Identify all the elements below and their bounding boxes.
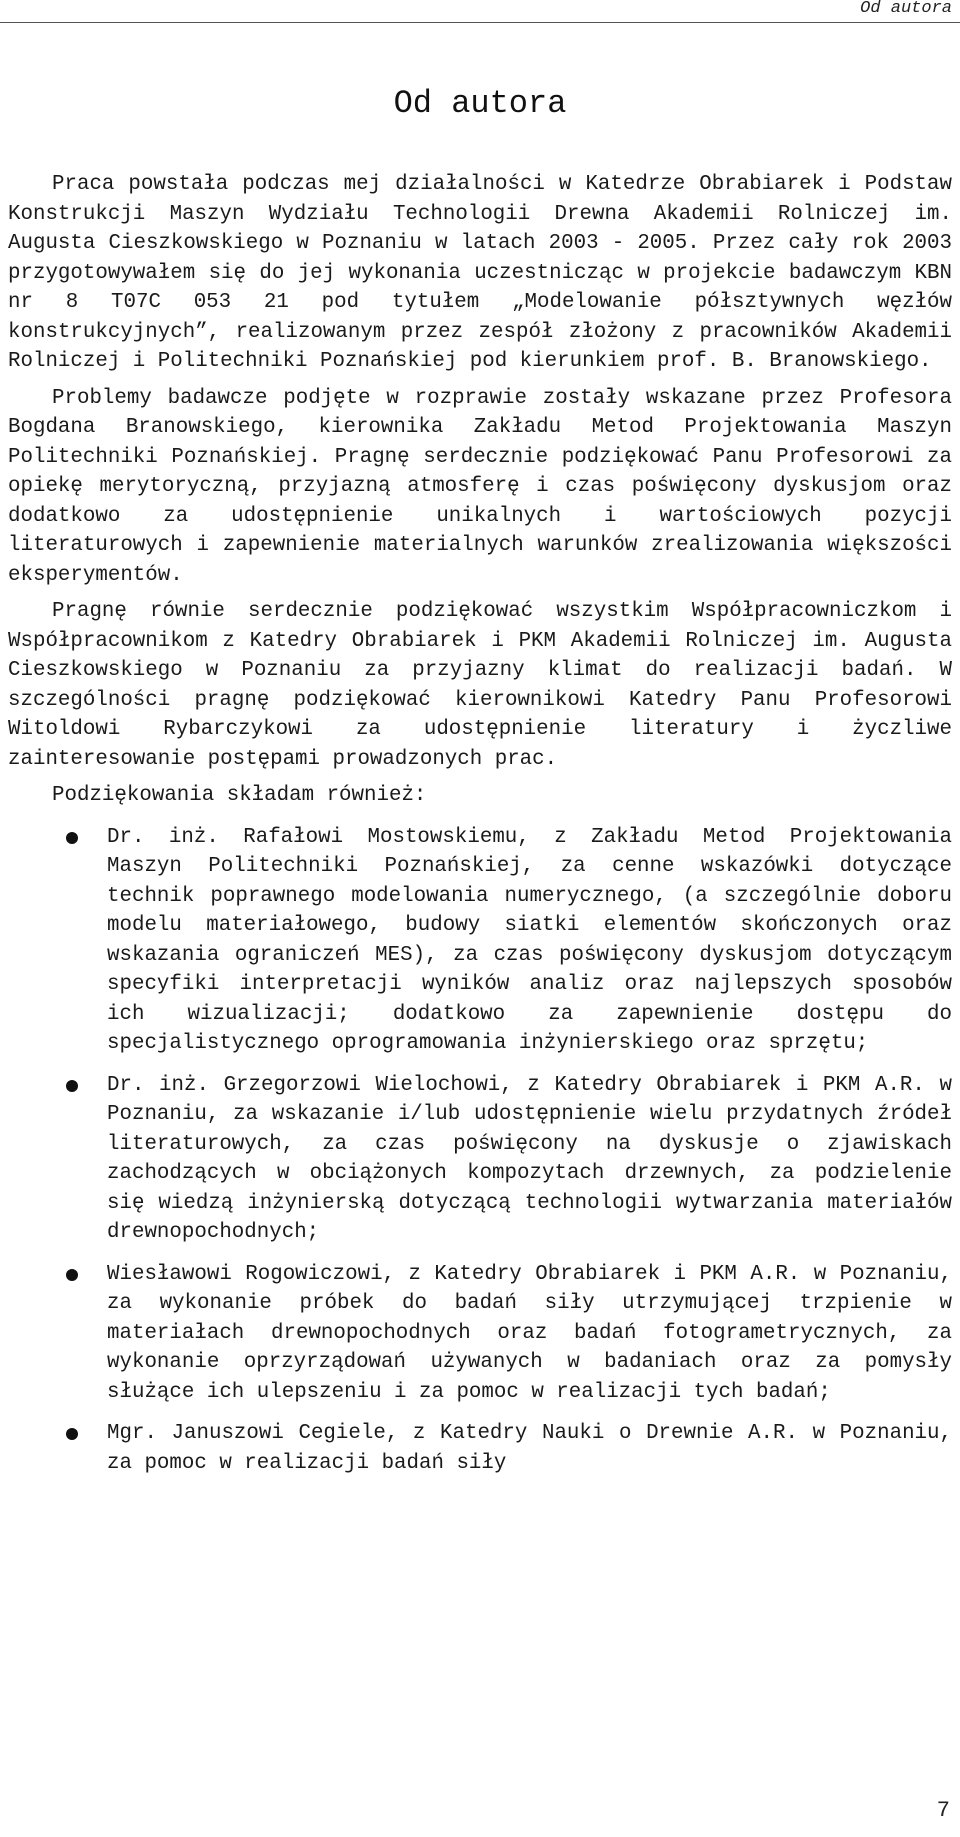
list-item-text: Mgr. Januszowi Cegiele, z Katedry Nauki o Drewnie A.R. w Poznaniu, za pomoc w realizacji badań siły [107,1422,952,1475]
list-item [8,823,952,1059]
paragraph: Pragnę równie serdecznie podziękować wszystkim Współpracowniczkom i Współpracownikom z Katedry Obrabiarek i PKM Akademii Rolniczej im. Augusta Cieszkowskiego w Poznaniu za przyjazny klimat do realizacji badań. W szczególności pragnę podziękować kierownikowi Katedry Panu Profesorowi Witoldowi Rybarczykowi za udostępnienie literatury i życzliwe zainteresowanie postępami prowadzonych prac. [8,600,952,771]
list-item-text: Dr. inż. Rafałowi Mostowskiemu, z Zakładu Metod Projektowania Maszyn Politechniki Poznańskiej, za cenne wskazówki dotyczące technik poprawnego modelowania numerycznego, (a szczególnie doboru modelu materiałowego, budowy siatki elementów skończonych oraz wskazania ograniczeń MES), za czas poświęcony dyskusjom dotyczącym specyfiki interpretacji wyników analiz oraz najlepszych sposobów ich wizualizacji; dodatkowo za zapewnienie dostępu do specjalistycznego oprogramowania inżynierskiego oraz sprzętu; [107,825,952,1055]
list-item-text: Dr. inż. Grzegorzowi Wielochowi, z Katedry Obrabiarek i PKM A.R. w Poznaniu, za wskazanie i/lub udostępnienie wielu przydatnych źródeł literaturowych, za czas poświęcony na dyskusje o zjawiskach zachodzących w obciążonych kompozytach drzewnych, za podzielenie się wiedzą inżynierską dotyczącą technologii wytwarzania materiałów drewnopochodnych; [107,1073,952,1244]
list-item [8,1419,952,1478]
list-item [8,1260,952,1408]
bullet-icon [66,1269,78,1281]
page-number: 7 [936,1798,950,1823]
bullet-icon [66,832,78,844]
running-header: Od autora [860,0,952,18]
list-item-text: Wiesławowi Rogowiczowi, z Katedry Obrabiarek i PKM A.R. w Poznaniu, za wykonanie próbek do badań siły utrzymującej trzpienie w materiałach drewnopochodnych oraz badań fotogrametrycznych, za wykonanie oprzyrządowań używanych w badaniach oraz za pomysły służące ich ulepszeniu i za pomoc w realizacji tych badań; [107,1262,952,1404]
paragraph: Praca powstała podczas mej działalności w Katedrze Obrabiarek i Podstaw Konstrukcji Maszyn Wydziału Technologii Drewna Akademii Rolniczej im. Augusta Cieszkowskiego w Poznaniu w latach 2003 - 2005. Przez cały rok 2003 przygotowywałem się do jej wykonania uczestnicząc w projekcie badawczym KBN nr 8 T07C 053 21 pod tytułem „Modelowanie półsztywnych węzłów konstrukcyjnych”, realizowanym przez zespół złożony z pracowników Akademii Rolniczej i Politechniki Poznańskiej pod kierunkiem prof. B. Branowskiego. [8,173,952,373]
paragraph: Problemy badawcze podjęte w rozprawie zostały wskazane przez Profesora Bogdana Branowskiego, kierownika Zakładu Metod Projektowania Maszyn Politechniki Poznańskiej. Pragnę serdecznie podziękować Panu Profesorowi za opiekę merytoryczną, przyjazną atmosferę i czas poświęcony dyskusjom oraz dodatkowo za udostępnienie unikalnych i wartościowych pozycji literaturowych i zapewnienie materialnych warunków zrealizowania większości eksperymentów. [8,386,952,587]
page-title: Od autora [393,85,567,122]
bullet-icon [66,1428,78,1440]
list-item [8,1071,952,1248]
bullet-icon [66,1080,78,1092]
acknowledgements-list [8,823,952,1479]
document-body [8,170,952,1490]
acknowledgements-intro: Podziękowania składam również: [52,784,427,807]
header-rule [0,22,960,23]
